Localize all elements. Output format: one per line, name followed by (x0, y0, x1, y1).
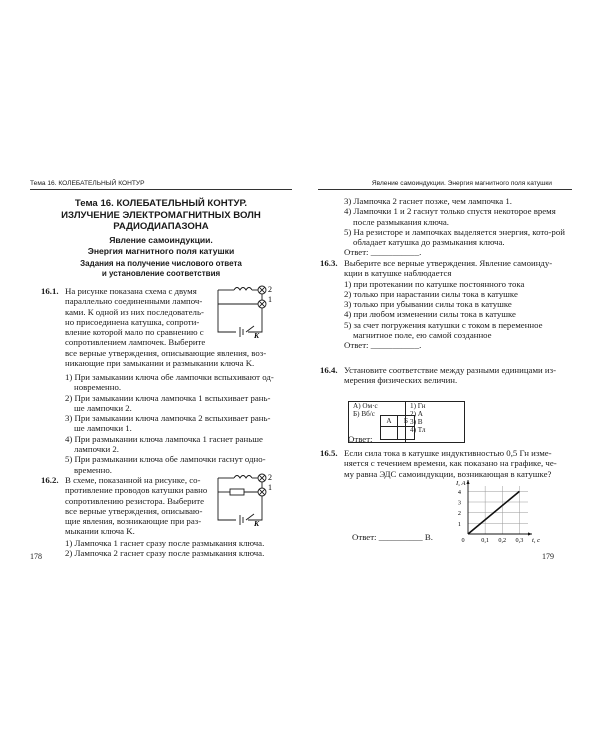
running-header-left: Тема 16. КОЛЕБАТЕЛЬНЫЙ КОНТУР (30, 180, 145, 187)
x-tick-label: 0,3 (515, 537, 524, 544)
text-line: вление которой мало по сравнению с (65, 327, 204, 338)
answer-grid-header-a: А (381, 416, 398, 427)
text-line: му равна ЭДС самоиндукции, возникающая в катушке? (344, 468, 552, 479)
problem-16-3-text (344, 258, 572, 351)
answer-blank: ___________. (370, 247, 422, 258)
section-heading (30, 259, 292, 279)
y-tick-label: 1 (457, 520, 461, 528)
topic-title-line: Тема 16. КОЛЕБАТЕЛЬНЫЙ КОНТУР. (74, 198, 248, 209)
y-tick-label: 2 (457, 510, 461, 518)
text-line: Если сила тока в катушке индуктивностью 0,5 Гн изме- (344, 448, 552, 458)
problem-16-2-text (65, 475, 213, 537)
lamp-label-1: 1 (268, 295, 272, 304)
x-tick-label: 0,2 (498, 537, 507, 544)
text-line: параллельно соединенными лампоч- (65, 296, 203, 307)
option-item: 1) при протекании по катушке постоянного тока (344, 278, 525, 289)
option-item: 5) При размыкании ключа обе лампочки гаснут одно-временно. (65, 454, 266, 475)
subtopic-title (30, 235, 292, 256)
running-header-right: Явление самоиндукции. Энергия магнитного поля катушки (371, 180, 552, 187)
text-line: но присоединена катушка, сопроти- (65, 316, 200, 327)
page-number-right: 179 (542, 552, 554, 561)
option-item: 4) При размыкании ключа лампочка 1 гаснет раньше лампочки 2. (65, 433, 263, 455)
text-line: все верные утверждения, описываю- (65, 505, 203, 516)
current-time-chart (448, 478, 544, 546)
matching-left-item: Б) Вб/с (353, 410, 375, 418)
problem-16-2-options (65, 538, 279, 559)
option-item: 2) Лампочка 2 гаснет сразу после размыкания ключа. (65, 548, 265, 559)
answer-line-16-5: Ответ: __________ В. (352, 532, 433, 542)
option-item: 1) При замыкании ключа обе лампочки вспыхивают од-новременно. (65, 372, 274, 393)
text-line: кции в катушке наблюдается (344, 268, 452, 279)
answer-cell-b[interactable] (398, 427, 415, 440)
problem-16-5-text (344, 448, 574, 479)
problem-16-2-options-cont (344, 196, 570, 258)
lamp-label-2: 2 (268, 285, 272, 294)
text-line: щие явления, возникающие при раз- (65, 516, 202, 527)
option-item: 4) при любом изменении силы тока в катушке (344, 309, 516, 320)
text-line: няется с течением времени, как показано на графике, че- (344, 458, 557, 469)
x-axis-arrow (528, 532, 532, 535)
text-line: мерения физических величин. (344, 375, 458, 386)
circuit-diagram-16-2 (214, 470, 280, 526)
topic-title-line: РАДИОДИАПАЗОНА (113, 221, 209, 232)
answer-line (344, 247, 570, 257)
option-item: 1) Лампочка 1 гаснет сразу после размыкания ключа. (65, 538, 265, 548)
x-tick-label: 0 (461, 537, 465, 544)
answer-cell-a[interactable] (381, 427, 398, 440)
problem-16-1-text (65, 286, 213, 348)
text-line: никающие при замыкании и размыкании ключа K. (65, 358, 255, 369)
circuit-diagram-16-1 (214, 282, 280, 338)
text-line: противление проводов катушки равно (65, 485, 208, 496)
option-item: 4) Лампочки 1 и 2 гаснут только спустя некоторое время после размыкания ключа. (344, 206, 556, 227)
matching-right-item: 3) В (410, 418, 423, 426)
lamp-label-2: 2 (268, 473, 272, 482)
problem-number-16-3: 16.3. (320, 258, 338, 268)
text-line: На рисунке показана схема с двумя (65, 286, 197, 296)
text-line: Установите соответствие между разными единицами из- (344, 365, 557, 375)
subtopic-line: Энергия магнитного поля катушки (87, 245, 235, 256)
matching-right-item: 2) А (410, 410, 423, 418)
problem-16-1-options (65, 372, 279, 475)
answer-blank: ___________. (370, 340, 422, 351)
problem-16-4-text (344, 365, 572, 386)
subtopic-line: Явление самоиндукции. (109, 235, 213, 245)
key-label: K (254, 519, 260, 526)
option-item: 3) Лампочка 2 гаснет позже, чем лампочка 1. (344, 196, 512, 206)
header-rule (30, 189, 292, 190)
option-item: 5) за счет погружения катушки с током в переменное магнитное поле, ею самой созданное (344, 319, 543, 341)
y-tick-label: 4 (457, 488, 461, 496)
option-item: 3) только при убывании силы тока в катушке (344, 299, 512, 310)
problem-number-16-4: 16.4. (320, 365, 338, 375)
page-number-left: 178 (30, 552, 42, 561)
text-line: ками. К одной из них последователь- (65, 306, 204, 317)
topic-title (30, 198, 292, 233)
problem-number-16-2: 16.2. (41, 475, 59, 485)
answer-grid-header-b: Б (398, 416, 415, 427)
topic-title-line: ИЗЛУЧЕНИЕ ЭЛЕКТРОМАГНИТНЫХ ВОЛН (61, 209, 261, 221)
right-page (300, 0, 600, 750)
answer-label: Ответ: (344, 340, 369, 351)
option-item: 5) На резисторе и лампочках выделяется энергия, кото-рой обладает катушка до размыкания ключа. (344, 226, 565, 248)
y-tick-label: 3 (457, 499, 461, 507)
text-line: мыкании ключа K. (65, 526, 135, 537)
section-line: и установление соответствия (101, 269, 221, 278)
answer-label-16-4: Ответ: (348, 434, 373, 444)
text-line: В схеме, показанной на рисунке, со- (65, 475, 201, 485)
text-line: Выберите все верные утверждения. Явление самоинду- (344, 258, 553, 268)
matching-right-item: 1) Гн (410, 402, 426, 410)
problem-number-16-5: 16.5. (320, 448, 338, 458)
key-label: K (254, 331, 260, 338)
y-axis-arrow (466, 480, 469, 484)
answer-label: Ответ: (344, 247, 369, 258)
option-item: 3) При замыкании ключа лампочка 2 вспыхивает рань-ше лампочки 1. (65, 413, 271, 434)
section-line: Задания на получение числового ответа (80, 259, 242, 268)
problem-16-1-text-cont (65, 348, 279, 369)
matching-right-item: 4) Тл (410, 426, 426, 434)
header-rule (318, 189, 572, 190)
option-item: 2) При замыкании ключа лампочка 1 вспыхивает рань-ше лампочки 2. (65, 392, 271, 413)
x-axis-label: t, с (532, 537, 541, 544)
lamp-label-1: 1 (268, 483, 272, 492)
y-axis-label: I, А (456, 480, 466, 487)
answer-grid (380, 415, 415, 440)
x-tick-label: 0,1 (481, 537, 490, 544)
text-line: все верные утверждения, описывающие явления, воз- (65, 348, 267, 358)
matching-left-item: А) Ом·с (353, 402, 378, 410)
problem-number-16-1: 16.1. (41, 286, 59, 296)
answer-line (344, 340, 572, 350)
text-line: сопротивлением лампочек. Выберите (65, 337, 206, 348)
option-item: 2) только при нарастании силы тока в катушке (344, 288, 518, 299)
text-line: сопротивлению резистора. Выберите (65, 495, 204, 506)
